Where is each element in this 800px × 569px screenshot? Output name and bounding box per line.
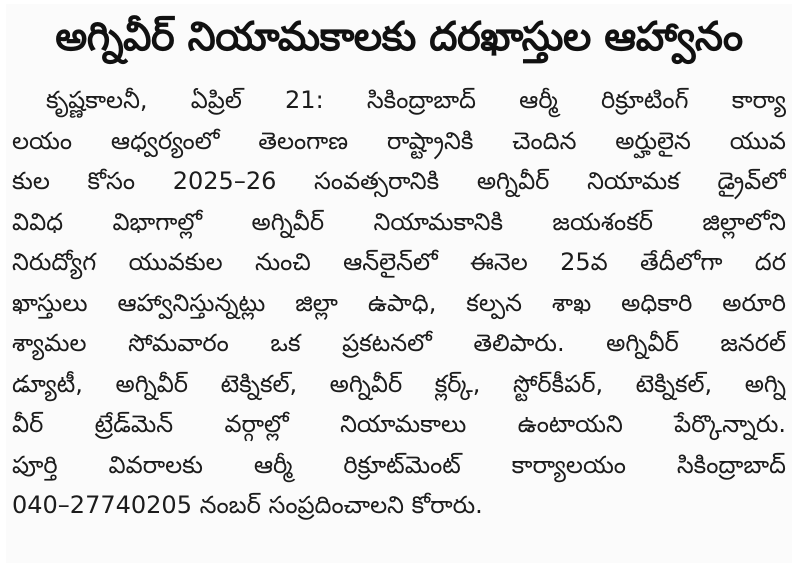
body-line: డ్యూటీ, అగ్నివీర్ టెక్నికల్, అగ్నివీర్ క్లర్క్, స్టోర్‌కీపర్, టెక్నికల్, అగ్ని (12, 369, 786, 398)
body-line: కృష్ణకాలనీ, ఏప్రిల్ 21: సికింద్రాబాద్ ఆర్మీ రిక్రూటింగ్ కార్యా (46, 86, 786, 114)
headline: అగ్నివీర్ నియామకాలకు దరఖాస్తుల ఆహ్వానం (55, 14, 743, 60)
body-line: వివిధ విభాగాల్లో అగ్నివీర్ నియామకానికి జయశంకర్ జిల్లాలోని (12, 207, 786, 236)
article-body (12, 80, 786, 526)
body-line: పూర్తి వివరాలకు ఆర్మీ రిక్రూట్‌మెంట్ కార్యాలయం సికింద్రాబాద్ (12, 450, 786, 479)
body-line: వీర్ ట్రేడ్‌మెన్ వర్గాల్లో నియామకాలు ఉంటాయని పేర్కొన్నారు. (12, 410, 786, 438)
body-line: కుల కోసం 2025–26 సంవత్సరానికి అగ్నివీర్ నియామక డ్రైవ్‌లో (12, 167, 786, 195)
body-line: లయం ఆధ్వర్యంలో తెలంగాణ రాష్ట్రానికి చెందిన అర్హులైన యువ (12, 126, 786, 155)
body-line: శ్యామల సోమవారం ఒక ప్రకటనలో తెలిపారు. అగ్నివీర్ జనరల్ (12, 329, 786, 357)
news-clipping (6, 4, 792, 563)
body-line: ఖాస్తులు ఆహ్వానిస్తున్నట్లు జిల్లా ఉపాధి, కల్పన శాఖ అధికారి అరూరి (12, 288, 786, 317)
body-line: నిరుద్యోగ యువకుల నుంచి ఆన్‌లైన్‌లో ఈనెల 25వ తేదీలోగా దర (12, 248, 786, 276)
body-line: 040–27740205 నంబర్ సంప్రదించాలని కోరారు. (12, 491, 483, 519)
